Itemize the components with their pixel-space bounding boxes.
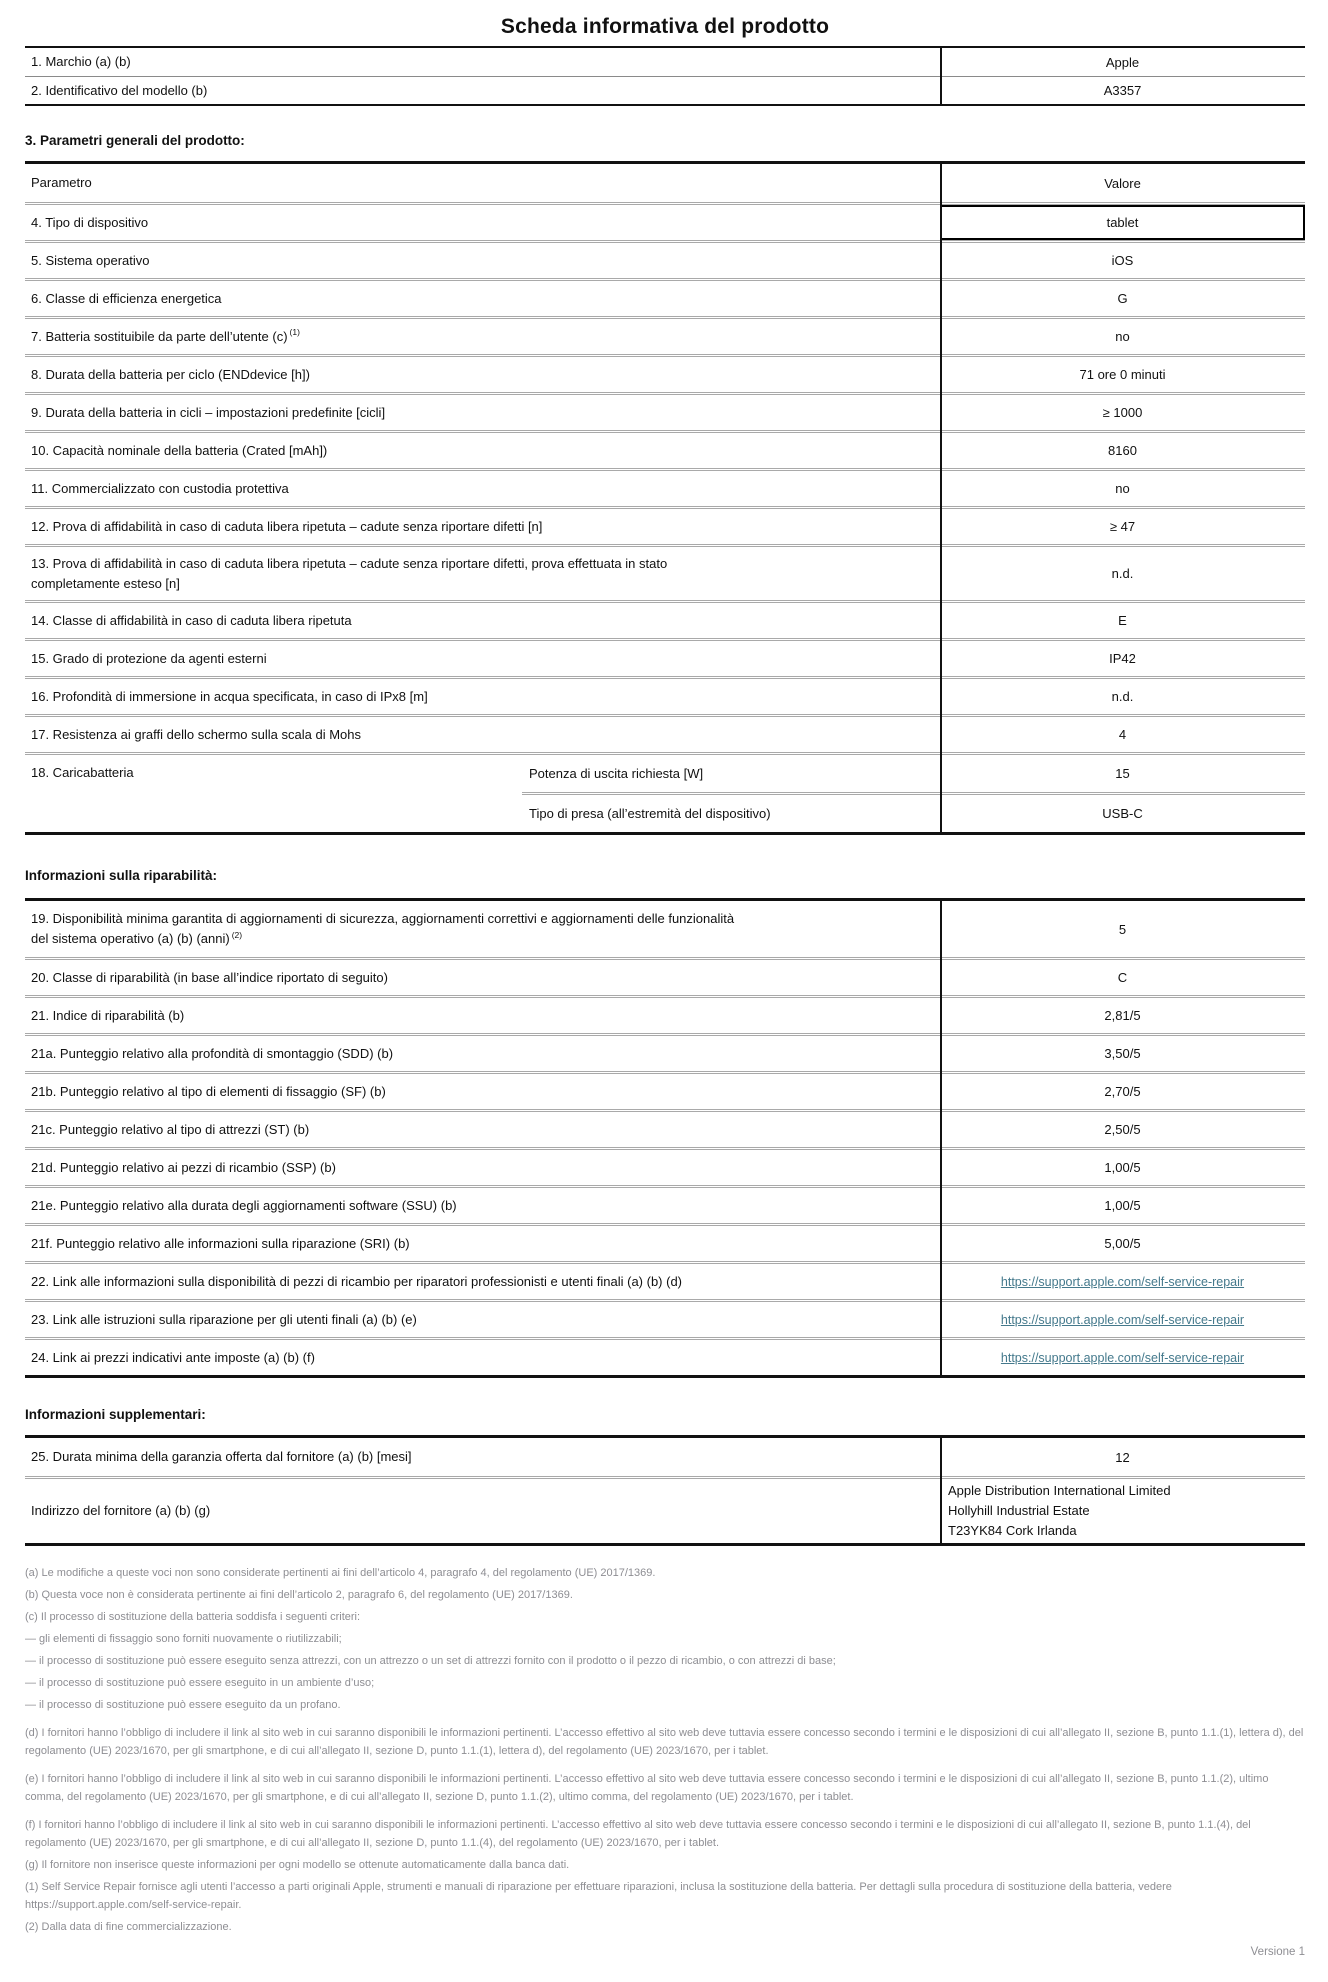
row-label: 13. Prova di affidabilità in caso di caduta libera ripetuta – cadute senza riportare difetti, prova effettuata in stato completamente esteso [n] bbox=[31, 555, 668, 591]
table-row bbox=[25, 354, 1305, 392]
row-value bbox=[940, 1340, 1305, 1375]
row-label: 20. Classe di riparabilità (in base all’indice riportato di seguito) bbox=[31, 969, 388, 985]
row-label: 9. Durata della batteria in cicli – impostazioni predefinite [cicli] bbox=[31, 404, 386, 420]
row-label: 21d. Punteggio relativo ai pezzi di ricambio (SSP) (b) bbox=[31, 1159, 336, 1175]
row-value: 5 bbox=[1118, 921, 1127, 937]
device-type-value[interactable]: tablet bbox=[940, 205, 1305, 240]
footnote: (e) I fornitori hanno l’obbligo di includere il link al sito web in cui saranno disponibili le informazioni pertinenti. L’accesso effettivo al sito web deve tuttavia essere concesso secondo i termini e le disposizioni di cui all’allegato II, sezione B, punto 1.1.(2), ultimo comma, del regolamento (UE) 2023/1670, per gli smartphone, e di cui all’allegato II, sezione D, punto 1.1.(2), ultimo comma, del regolamento (UE) 2023/1670, per i tablet. bbox=[25, 1773, 1269, 1803]
row-label: 10. Capacità nominale della batteria (Crated [mAh]) bbox=[31, 442, 328, 458]
footnote: — il processo di sostituzione può essere eseguito senza attrezzi, con un attrezzo o un set di attrezzi fornito con il prodotto o il pezzo di ricambio, o con attrezzi di base; bbox=[25, 1655, 836, 1667]
column-header-valore: Valore bbox=[1104, 175, 1141, 191]
spare-parts-link[interactable]: https://support.apple.com/self-service-repair bbox=[1000, 1274, 1245, 1289]
column-header-parametro: Parametro bbox=[31, 175, 92, 190]
section-heading-supplementary: Informazioni supplementari: bbox=[25, 1407, 206, 1422]
row-value: iOS bbox=[1111, 253, 1134, 268]
row-value: G bbox=[1117, 291, 1128, 306]
row-label: 21e. Punteggio relativo alla durata degli aggiornamenti software (SSU) (b) bbox=[31, 1197, 457, 1213]
column-divider bbox=[940, 48, 942, 104]
row-label: 19. Disponibilità minima garantita di aggiornamenti di sicurezza, aggiornamenti correttivi e aggiornamenti delle funzionalità del sistema operativo (a) (b) (anni) $^{(2)}$ bbox=[31, 911, 735, 946]
row-value: 71 ore 0 minuti bbox=[1079, 367, 1166, 382]
table-row bbox=[25, 468, 1305, 506]
table-row bbox=[25, 1299, 1305, 1337]
row-label: 21b. Punteggio relativo al tipo di elementi di fissaggio (SF) (b) bbox=[31, 1083, 386, 1099]
table-row bbox=[25, 901, 1305, 957]
row-label: 4. Tipo di dispositivo bbox=[31, 214, 149, 230]
row-label: 18. Caricabatteria bbox=[31, 765, 134, 780]
column-divider bbox=[940, 1438, 942, 1543]
row-label: 23. Link alle istruzioni sulla riparazione per gli utenti finali (a) (b) (e) bbox=[31, 1311, 417, 1327]
footnote: (1) Self Service Repair fornisce agli utenti l’accesso a parti originali Apple, strumenti e manuali di riparazione per effettuare riparazioni, inclusa la sostituzione della batteria. Per dettagli sulla procedura di sostituzione della batteria, vedere https://support.apple.com/self-service-repair. bbox=[25, 1881, 1172, 1911]
footnote: — gli elementi di fissaggio sono forniti nuovamente o riutilizzabili; bbox=[25, 1633, 342, 1645]
footnote: (f) I fornitori hanno l’obbligo di includere il link al sito web in cui saranno disponibili le informazioni pertinenti. L’accesso effettivo al sito web deve tuttavia essere concesso secondo i termini e le disposizioni di cui all’allegato II, sezione B, punto 1.1.(4), del regolamento (UE) 2023/1670, per gli smartphone, e di cui all’allegato II, sezione D, punto 1.1.(4), del regolamento (UE) 2023/1670, per i tablet. bbox=[25, 1819, 1251, 1849]
row-label: 22. Link alle informazioni sulla disponibilità di pezzi di ricambio per riparatori professionisti e utenti finali (a) (b) (d) bbox=[31, 1273, 683, 1289]
footnote: (a) Le modifiche a queste voci non sono considerate pertinenti ai fini dell’articolo 4, paragrafo 4, del regolamento (UE) 2017/1369. bbox=[25, 1567, 656, 1579]
row-value: 2,70/5 bbox=[1104, 1084, 1141, 1099]
row-label: 21. Indice di riparabilità (b) bbox=[31, 1007, 185, 1023]
page-title: Scheda informativa del prodotto bbox=[500, 15, 830, 38]
table-row bbox=[25, 202, 1305, 240]
table-row bbox=[25, 316, 1305, 354]
table-row bbox=[25, 430, 1305, 468]
row-value: 1,00/5 bbox=[1104, 1160, 1141, 1175]
row-value: n.d. bbox=[1111, 689, 1134, 704]
table-row bbox=[25, 600, 1305, 638]
table-row bbox=[25, 1223, 1305, 1261]
charger-subrow bbox=[522, 792, 1305, 832]
subrow-value: USB-C bbox=[1102, 806, 1143, 821]
repairability-table bbox=[25, 898, 1305, 1378]
charger-row bbox=[25, 752, 1305, 832]
table-row bbox=[25, 638, 1305, 676]
footnote-superscript: (1) bbox=[289, 327, 300, 338]
footnote: (b) Questa voce non è considerata pertinente ai fini dell’articolo 2, paragrafo 6, del regolamento (UE) 2017/1369. bbox=[25, 1589, 573, 1601]
row-value: no bbox=[1115, 329, 1130, 344]
row-value: 4 bbox=[1118, 727, 1127, 742]
row-label: 11. Commercializzato con custodia protettiva bbox=[31, 480, 289, 496]
table-row bbox=[25, 1147, 1305, 1185]
row-label: Indirizzo del fornitore (a) (b) (g) bbox=[31, 1503, 211, 1518]
table-row bbox=[25, 1071, 1305, 1109]
row-label: 21a. Punteggio relativo alla profondità di smontaggio (SDD) (b) bbox=[31, 1045, 394, 1061]
supplementary-table bbox=[25, 1435, 1305, 1546]
general-parameters-table bbox=[25, 161, 1305, 835]
table-row bbox=[25, 76, 1305, 104]
row-value: ≥ 47 bbox=[1109, 519, 1136, 534]
table-row bbox=[25, 1261, 1305, 1299]
row-value: 8160 bbox=[1108, 443, 1137, 458]
row-label: 1. Marchio (a) (b) bbox=[31, 54, 131, 69]
row-label: 25. Durata minima della garanzia offerta dal fornitore (a) (b) [mesi] bbox=[31, 1449, 412, 1464]
section-heading-general: 3. Parametri generali del prodotto: bbox=[25, 133, 245, 148]
row-label: 15. Grado di protezione da agenti esterni bbox=[31, 650, 267, 666]
identification-table bbox=[25, 46, 1305, 106]
row-value bbox=[940, 1302, 1305, 1337]
row-value: 12 bbox=[1115, 1449, 1130, 1465]
row-label: 2. Identificativo del modello (b) bbox=[31, 82, 208, 98]
row-value: 1,00/5 bbox=[1104, 1198, 1141, 1213]
table-header-row bbox=[25, 164, 1305, 202]
footnote: — il processo di sostituzione può essere eseguito da un profano. bbox=[25, 1699, 341, 1711]
footnote: (c) Il processo di sostituzione della batteria soddisfa i seguenti criteri: bbox=[25, 1611, 361, 1623]
row-label: 16. Profondità di immersione in acqua specificata, in caso di IPx8 [m] bbox=[31, 688, 428, 704]
table-row bbox=[25, 48, 1305, 76]
table-row bbox=[25, 544, 1305, 600]
table-row bbox=[25, 1438, 1305, 1476]
row-value bbox=[940, 1264, 1305, 1299]
table-row bbox=[25, 1185, 1305, 1223]
row-value: no bbox=[1115, 481, 1130, 496]
table-row bbox=[25, 392, 1305, 430]
row-value: 2,50/5 bbox=[1104, 1122, 1141, 1137]
row-value: A3357 bbox=[1103, 83, 1142, 98]
row-value: 2,81/5 bbox=[1104, 1008, 1141, 1023]
row-value: Apple bbox=[1105, 54, 1140, 70]
version-label: Versione 1 bbox=[1250, 1946, 1305, 1958]
row-value: C bbox=[1117, 970, 1128, 985]
row-value: ≥ 1000 bbox=[1102, 405, 1143, 420]
subrow-value: 15 bbox=[1115, 766, 1130, 781]
table-row bbox=[25, 676, 1305, 714]
row-label: 24. Link ai prezzi indicativi ante imposte (a) (b) (f) bbox=[31, 1349, 315, 1365]
row-value: 3,50/5 bbox=[1104, 1046, 1141, 1061]
row-label: 21c. Punteggio relativo al tipo di attrezzi (ST) (b) bbox=[31, 1121, 310, 1137]
table-row bbox=[25, 1337, 1305, 1375]
footnote-superscript: (2) bbox=[231, 929, 243, 940]
footnote: (g) Il fornitore non inserisce queste informazioni per ogni modello se ottenute automaticamente dalla banca dati. bbox=[25, 1859, 570, 1871]
table-row bbox=[25, 278, 1305, 316]
column-divider bbox=[940, 901, 942, 1375]
supplier-address-line: Apple Distribution International Limited bbox=[948, 1483, 1171, 1498]
row-label: 14. Classe di affidabilità in caso di caduta libera ripetuta bbox=[31, 612, 352, 628]
table-row bbox=[25, 1033, 1305, 1071]
column-divider bbox=[940, 164, 942, 832]
subrow-label: Potenza di uscita richiesta [W] bbox=[529, 766, 704, 781]
row-value: n.d. bbox=[1111, 566, 1134, 581]
table-row bbox=[25, 240, 1305, 278]
table-row bbox=[25, 506, 1305, 544]
charger-subrow bbox=[522, 755, 1305, 792]
footnote: — il processo di sostituzione può essere eseguito in un ambiente d’uso; bbox=[25, 1677, 375, 1689]
row-value: IP42 bbox=[1109, 651, 1136, 666]
row-label: 7. Batteria sostituibile da parte dell’utente (c) $^{(1)}$ bbox=[31, 327, 300, 344]
supplier-address-value bbox=[940, 1479, 1305, 1543]
row-value: E bbox=[1118, 613, 1127, 628]
row-label: 5. Sistema operativo bbox=[31, 252, 150, 268]
table-row bbox=[25, 714, 1305, 752]
row-label: 8. Durata della batteria per ciclo (ENDdevice [h]) bbox=[31, 366, 310, 382]
supplier-address-row bbox=[25, 1476, 1305, 1543]
footnotes bbox=[25, 1564, 1305, 1936]
table-row bbox=[25, 995, 1305, 1033]
subrow-label: Tipo di presa (all’estremità del dispositivo) bbox=[529, 806, 771, 821]
row-label: 12. Prova di affidabilità in caso di caduta libera ripetuta – cadute senza riportare difetti [n] bbox=[31, 518, 543, 534]
footnote: (d) I fornitori hanno l’obbligo di includere il link al sito web in cui saranno disponibili le informazioni pertinenti. L’accesso effettivo al sito web deve tuttavia essere concesso secondo i termini e le disposizioni di cui all’allegato II, sezione B, punto 1.1.(1), lettera d), del regolamento (UE) 2023/1670, per gli smartphone, e di cui all’allegato II, sezione D, punto 1.1.(1), lettera d), del regolamento (UE) 2023/1670, per i tablet. bbox=[25, 1727, 1304, 1757]
repair-instructions-link[interactable]: https://support.apple.com/self-service-repair bbox=[1000, 1312, 1245, 1327]
table-row bbox=[25, 1109, 1305, 1147]
charger-subtable bbox=[522, 755, 1305, 832]
footnote: (2) Dalla data di fine commercializzazione. bbox=[25, 1921, 232, 1933]
table-row bbox=[25, 957, 1305, 995]
section-heading-repairability: Informazioni sulla riparabilità: bbox=[25, 868, 218, 883]
row-label: 17. Resistenza ai graffi dello schermo sulla scala di Mohs bbox=[31, 726, 361, 742]
row-value: 5,00/5 bbox=[1104, 1236, 1141, 1251]
indicative-prices-link[interactable]: https://support.apple.com/self-service-repair bbox=[1000, 1350, 1245, 1365]
row-label: 6. Classe di efficienza energetica bbox=[31, 290, 222, 306]
supplier-address-line: Hollyhill Industrial Estate bbox=[948, 1503, 1090, 1518]
supplier-address-line: T23YK84 Cork Irlanda bbox=[948, 1523, 1077, 1538]
row-label: 21f. Punteggio relativo alle informazioni sulla riparazione (SRI) (b) bbox=[31, 1235, 410, 1251]
